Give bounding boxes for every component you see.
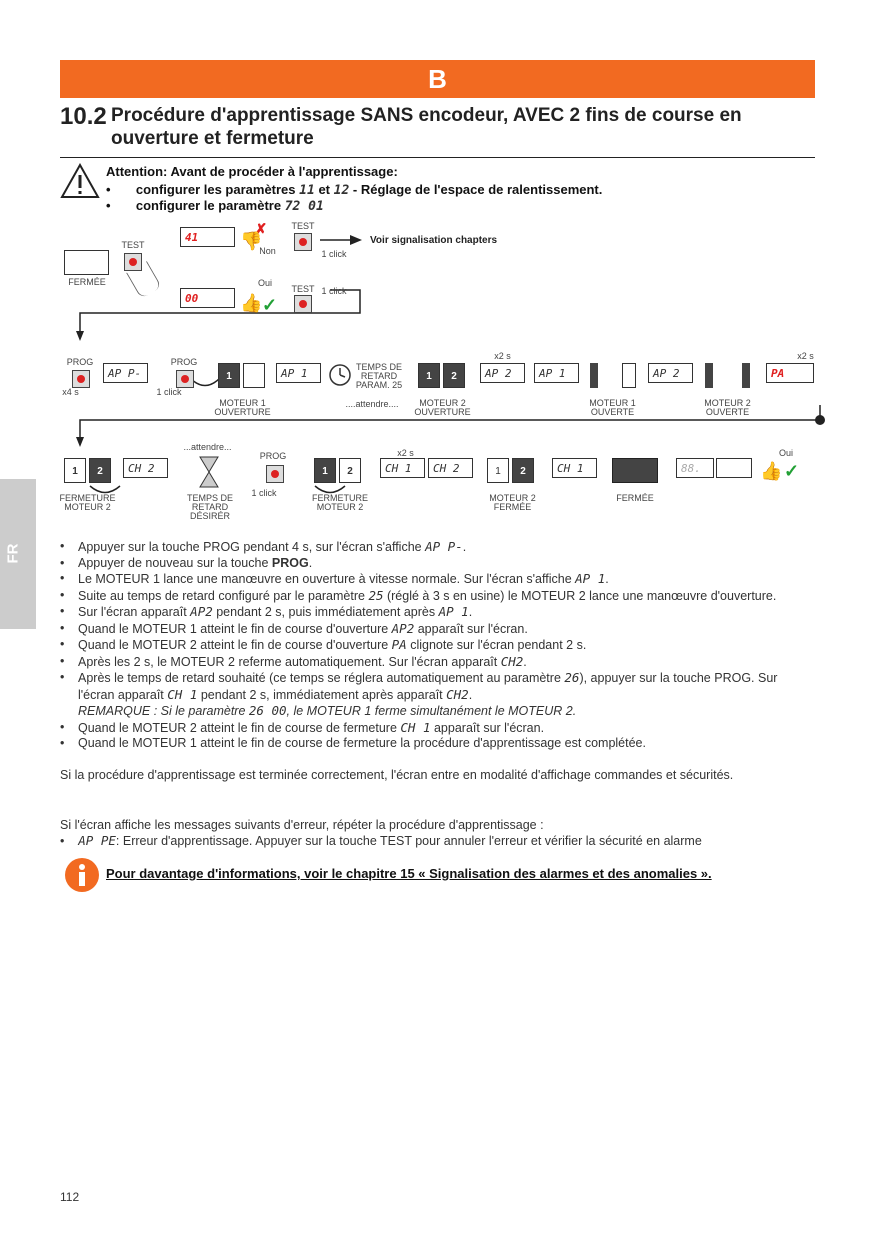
list-item: • Le MOTEUR 1 lance une manœuvre en ouverture à vitesse normale. Sur l'écran s'affiche AP 1. [60, 571, 815, 588]
cross-icon: ✗ [254, 222, 268, 239]
prog-button-c[interactable] [266, 465, 284, 483]
section-number: 10.2 [60, 103, 107, 130]
label-non: Non [259, 246, 276, 256]
gate-leaf-open-2 [622, 363, 636, 388]
gate-closed [64, 250, 109, 275]
gate-leaf-open-3 [705, 363, 713, 388]
info-link[interactable]: Pour davantage d'informations, voir le chapitre 15 « Signalisation des alarmes et des anomalies ». [106, 866, 712, 881]
gate-leaf-2b: 2 [443, 363, 465, 388]
display-ap2: AP 2 [480, 363, 525, 383]
thumbs-up-icon: 👍 [240, 293, 263, 313]
label-temps-retard: TEMPS DE RETARD PARAM. 25 [355, 362, 403, 390]
gate-leaf-2 [243, 363, 265, 388]
label-prog-a: PROG [66, 357, 94, 367]
gate-leaf-2c: 2 [89, 458, 111, 483]
test-button-c[interactable] [294, 295, 312, 313]
clock-icon [328, 363, 352, 387]
label-test-b: TEST [291, 221, 315, 231]
prog-button-b[interactable] [176, 370, 194, 388]
display-ch2b: CH 2 [428, 458, 473, 478]
list-item: • Quand le MOTEUR 1 atteint le fin de course d'ouverture AP2 apparaît sur l'écran. [60, 621, 815, 638]
display-ap1b: AP 1 [534, 363, 579, 383]
display-pa: PA [766, 363, 814, 383]
label-attendre: ....attendre.... [345, 399, 399, 409]
label-prog-c: PROG [259, 451, 287, 461]
list-item: • Sur l'écran apparaît AP2 pendant 2 s, puis immédiatement après AP 1. [60, 604, 815, 621]
check-icon: ✓ [262, 295, 278, 315]
display-ch1: CH 1 [380, 458, 425, 478]
gate-leaf-open-1 [590, 363, 598, 388]
display-ap2b: AP 2 [648, 363, 693, 383]
page-number: 112 [60, 1190, 80, 1204]
gate-closed-dark [612, 458, 658, 483]
remarque: REMARQUE : Si le paramètre 26 00, le MOTEUR 1 ferme simultanément le MOTEUR 2. [78, 703, 577, 718]
label-click-b: 1 click [321, 249, 347, 259]
gate-leaf-1c: 1 [64, 458, 86, 483]
procedure-diagram [0, 215, 875, 525]
display-ap1: AP 1 [276, 363, 321, 383]
label-click-c2: 1 click [251, 488, 277, 498]
list-item: • Après les 2 s, le MOTEUR 2 referme automatiquement. Sur l'écran apparaît CH2. [60, 654, 815, 671]
display-88: 88. [676, 458, 714, 478]
label-moteur1-ouverte: MOTEUR 1 OUVERTE [589, 398, 636, 417]
paragraph-success: Si la procédure d'apprentissage est terminée correctement, l'écran entre en modalité d'affichage commandes et sécurités. [60, 768, 734, 782]
prog-button-a[interactable] [72, 370, 90, 388]
display-ch2: CH 2 [123, 458, 168, 478]
gate-leaf-1: 1 [218, 363, 240, 388]
gate-leaf-2e: 2 [512, 458, 534, 483]
divider [60, 157, 815, 158]
procedure-steps [60, 539, 815, 752]
label-test-c: TEST [291, 284, 315, 294]
warning-icon [60, 163, 100, 199]
error-item: • AP PE: Erreur d'apprentissage. Appuyer sur la touche TEST pour annuler l'erreur et vérifier la sécurité en alarme [60, 833, 702, 848]
label-click-c: 1 click [321, 286, 347, 296]
label-moteur2-ouverture: MOTEUR 2 OUVERTURE [414, 398, 471, 417]
list-item: • Quand le MOTEUR 1 atteint le fin de course de fermeture la procédure d'apprentissage est complétée. [60, 736, 815, 752]
label-oui: Oui [257, 278, 272, 288]
display-41: 41 [180, 227, 235, 247]
hourglass-icon [198, 455, 220, 489]
test-button-b[interactable] [294, 233, 312, 251]
list-item: • Quand le MOTEUR 2 atteint le fin de course d'ouverture PA clignote sur l'écran pendant 2 s. [60, 637, 815, 654]
info-icon [64, 857, 100, 893]
gate-leaf-1b: 1 [418, 363, 440, 388]
list-item: • Suite au temps de retard configuré par le paramètre 25 (réglé à 3 s en usine) le MOTEUR 2 lance une manœuvre d'ouverture. [60, 588, 815, 605]
label-moteur1-ouverture: MOTEUR 1 OUVERTURE [214, 398, 271, 417]
voir-signalisation: Voir signalisation chapters [370, 235, 498, 246]
label-fermee: FERMÉE [68, 277, 106, 287]
gate-leaf-1e: 1 [487, 458, 509, 483]
label-fermeture-m2: FERMETURE MOTEUR 2 [59, 493, 116, 512]
label-attendre-b: ...attendre... [183, 442, 232, 452]
section-title: Procédure d'apprentissage SANS encodeur, AVEC 2 fins de course en ouverture et fermeture [111, 105, 742, 149]
label-fermeture-m2b: FERMETURE MOTEUR 2 [312, 493, 368, 512]
check-icon-b: ✓ [784, 461, 800, 481]
label-moteur2-ouverte: MOTEUR 2 OUVERTE [704, 398, 751, 417]
label-test: TEST [121, 240, 145, 250]
warning-line-2: • configurer le paramètre 72 01 [106, 198, 324, 214]
thumbs-down-icon: 👎 [240, 231, 263, 251]
list-item: • Quand le MOTEUR 2 atteint le fin de course de fermeture CH 1 apparaît sur l'écran. [60, 720, 815, 737]
label-x2s-b: x2 s [797, 351, 814, 361]
warning-title: Attention: Avant de procéder à l'apprentissage: [106, 164, 398, 179]
paragraph-error: Si l'écran affiche les messages suivants d'erreur, répéter la procédure d'apprentissage : [60, 818, 544, 832]
language-tab-label: FR [4, 543, 22, 564]
thumbs-up-icon-b: 👍 [760, 461, 783, 481]
section-banner: B [60, 60, 815, 98]
display-segments [716, 458, 752, 478]
list-item: • Appuyer de nouveau sur la touche PROG. [60, 556, 815, 572]
label-click-b2: 1 click [156, 387, 182, 397]
display-app: AP P- [103, 363, 148, 383]
label-x4s: x4 s [62, 387, 79, 397]
gate-leaf-open-4 [742, 363, 750, 388]
list-item: • Après le temps de retard souhaité (ce temps se réglera automatiquement au paramètre 26), appuyer sur la touche PROG. Sur l'écran apparaît CH 1 pendant 2 s, immédiatement après apparaît CH2. [60, 670, 815, 703]
gate-leaf-2d: 2 [339, 458, 361, 483]
list-item: • Appuyer sur la touche PROG pendant 4 s, sur l'écran s'affiche AP P-. [60, 539, 815, 556]
label-prog-b: PROG [170, 357, 198, 367]
label-oui-b: Oui [778, 448, 793, 458]
label-fermee-b: FERMÉE [616, 493, 654, 503]
display-00: 00 [180, 288, 235, 308]
label-x2s-a: x2 s [494, 351, 511, 361]
display-ch1b: CH 1 [552, 458, 597, 478]
label-moteur2-fermee: MOTEUR 2 FERMÉE [489, 493, 536, 512]
warning-line-1: • configurer les paramètres 11 et 12 - Réglage de l'espace de ralentissement. [106, 182, 603, 198]
label-x2s-c: x2 s [397, 448, 414, 458]
label-temps-desire: TEMPS DE RETARD DÉSIRÉR [186, 493, 233, 521]
gate-leaf-1d: 1 [314, 458, 336, 483]
